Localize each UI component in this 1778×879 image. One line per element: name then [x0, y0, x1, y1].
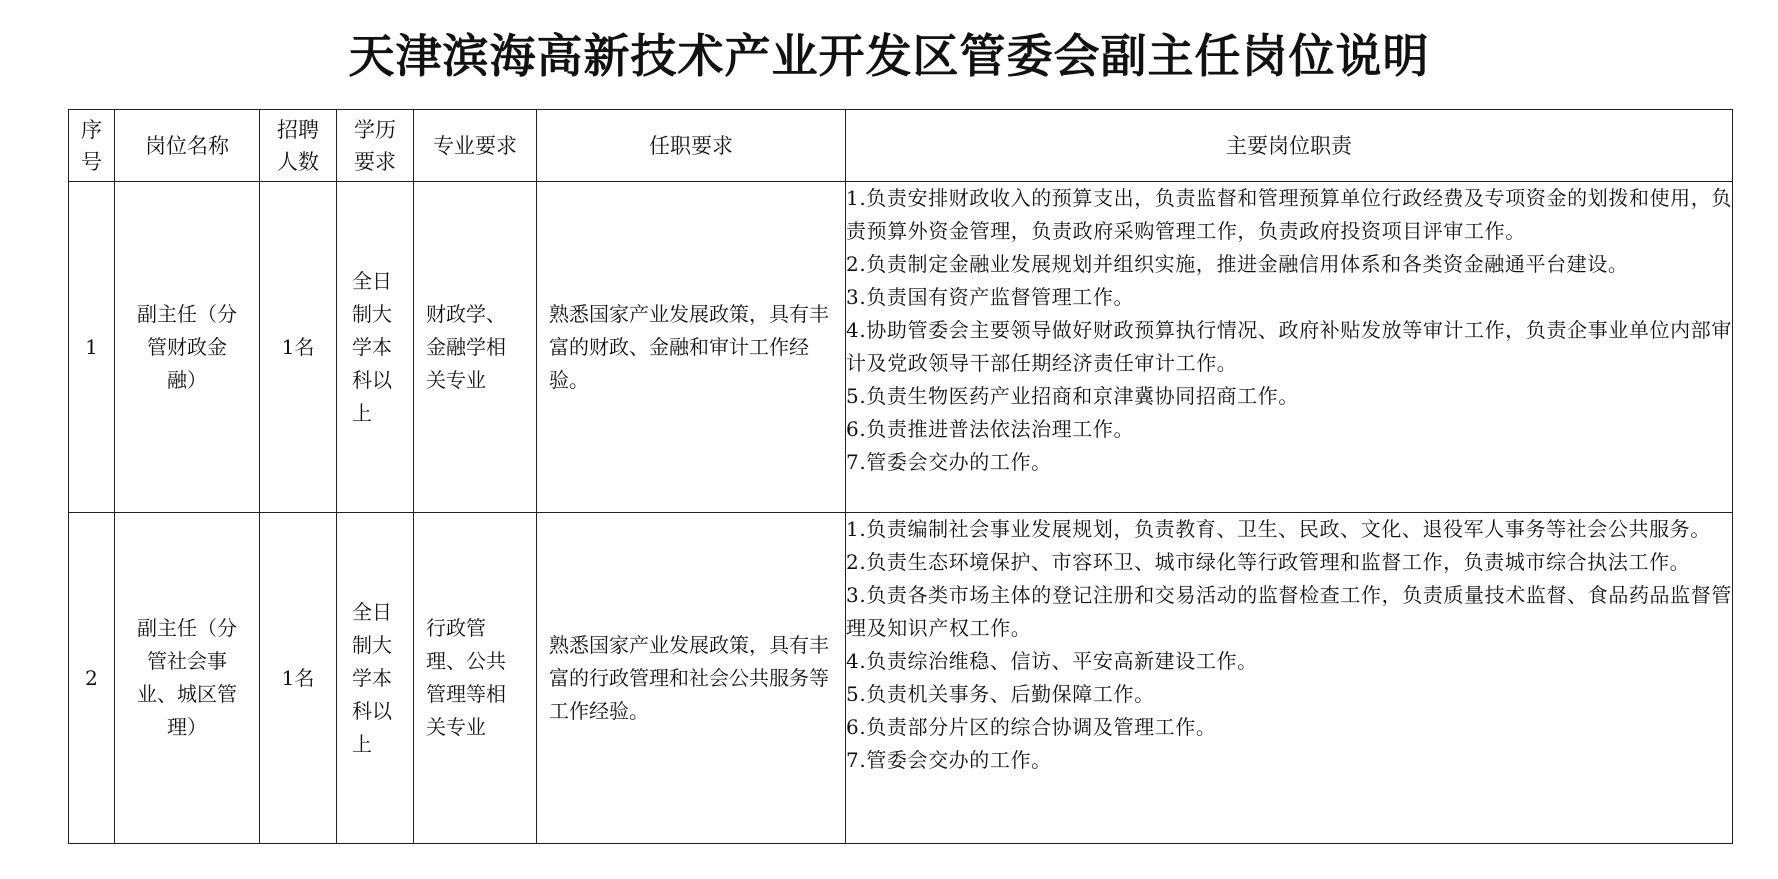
- cell-count: 1名: [260, 182, 337, 513]
- document-title: 天津滨海高新技术产业开发区管委会副主任岗位说明: [348, 29, 1430, 83]
- job-description-table: [68, 109, 1733, 844]
- duty-item: 3.负责国有资产监督管理工作。: [846, 285, 1135, 309]
- header-req: 任职要求: [537, 110, 846, 182]
- cell-major: 行政管理、公共管理等相关专业: [414, 513, 537, 844]
- header-count: 招聘人数: [260, 110, 337, 182]
- cell-major: 财政学、金融学相关专业: [414, 182, 537, 513]
- header-post: 岗位名称: [115, 110, 260, 182]
- duty-item: 4.负责综治维稳、信访、平安高新建设工作。: [846, 649, 1258, 673]
- cell-no: 1: [69, 182, 115, 513]
- duty-item: 4.协助管委会主要领导做好财政预算执行情况、政府补贴发放等审计工作，负责企事业单位内部审计及党政领导干部任期经济责任审计工作。: [846, 318, 1732, 375]
- duty-item: 7.管委会交办的工作。: [846, 450, 1052, 474]
- duty-item: 5.负责机关事务、后勤保障工作。: [846, 682, 1155, 706]
- duty-item: 7.管委会交办的工作。: [846, 748, 1052, 772]
- cell-edu: 全日制大学本科以上: [337, 513, 414, 844]
- duty-item: 3.负责各类市场主体的登记注册和交易活动的监督检查工作，负责质量技术监督、食品药品监督管理及知识产权工作。: [846, 583, 1732, 640]
- duty-item: 1.负责安排财政收入的预算支出，负责监督和管理预算单位行政经费及专项资金的划拨和使用，负责预算外资金管理，负责政府采购管理工作，负责政府投资项目评审工作。: [846, 186, 1732, 243]
- table-row: [69, 182, 1733, 513]
- cell-requirement: 熟悉国家产业发展政策，具有丰富的财政、金融和审计工作经验。: [537, 182, 846, 513]
- cell-count: 1名: [260, 513, 337, 844]
- cell-requirement: 熟悉国家产业发展政策，具有丰富的行政管理和社会公共服务等工作经验。: [537, 513, 846, 844]
- table-header-row: [69, 110, 1733, 182]
- header-duties: 主要岗位职责: [846, 110, 1733, 182]
- cell-no: 2: [69, 513, 115, 844]
- duty-item: 2.负责生态环境保护、市容环卫、城市绿化等行政管理和监督工作，负责城市综合执法工作。: [846, 550, 1691, 574]
- header-edu: 学历要求: [337, 110, 414, 182]
- duty-item: 5.负责生物医药产业招商和京津冀协同招商工作。: [846, 384, 1299, 408]
- table-row: [69, 513, 1733, 844]
- cell-post: 副主任（分管社会事业、城区管理）: [115, 513, 260, 844]
- cell-post: 副主任（分管财政金融）: [115, 182, 260, 513]
- duty-item: 6.负责部分片区的综合协调及管理工作。: [846, 715, 1217, 739]
- cell-edu: 全日制大学本科以上: [337, 182, 414, 513]
- duty-item: 2.负责制定金融业发展规划并组织实施，推进金融信用体系和各类资金融通平台建设。: [846, 252, 1629, 276]
- cell-duties: [846, 182, 1733, 513]
- cell-duties: [846, 513, 1733, 844]
- duty-item: 1.负责编制社会事业发展规划，负责教育、卫生、民政、文化、退役军人事务等社会公共服务。: [846, 517, 1711, 541]
- header-major: 专业要求: [414, 110, 537, 182]
- header-no: 序号: [69, 110, 115, 182]
- duty-item: 6.负责推进普法依法治理工作。: [846, 417, 1135, 441]
